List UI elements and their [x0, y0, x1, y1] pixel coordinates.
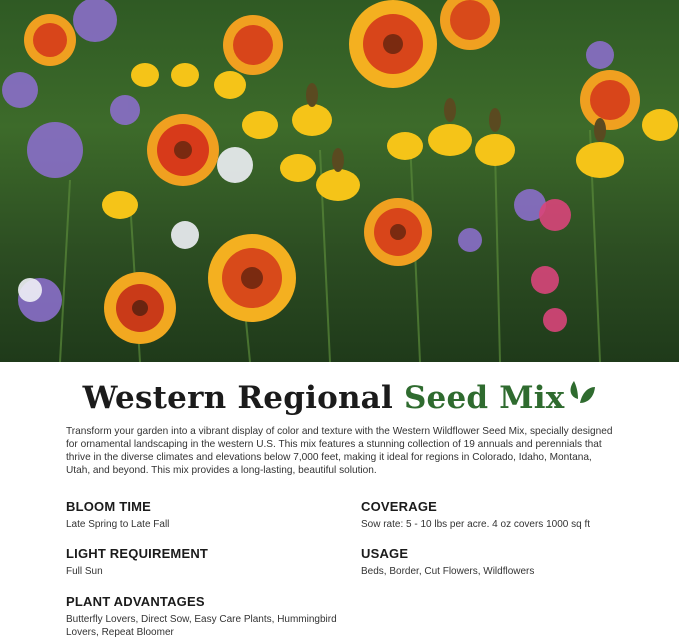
spec-coverage [361, 499, 651, 531]
spec-value: Late Spring to Late Fall [66, 519, 170, 530]
spec-label: BLOOM TIME [66, 499, 152, 514]
spec-value: Full Sun [66, 566, 103, 577]
spec-label: COVERAGE [361, 499, 438, 514]
title-part-2: Seed Mix [403, 380, 565, 416]
page-title [0, 380, 679, 419]
intro-paragraph: Transform your garden into a vibrant display of color and texture with the Western Wildflower Seed Mix, specially designed for ornamental landscaping in the western U.S. This mix features a stunning collection of 19 annuals and perennials that thrive in the diverse climates and elevations below 7,000 feet, making it ideal for regions in Colorado, Idaho, Montana, Utah, and beyond. This mix provides a long-lasting, beautiful solution. [66, 426, 613, 476]
spec-value: Beds, Border, Cut Flowers, Wildflowers [361, 566, 535, 577]
spec-bloom-time [66, 499, 346, 531]
spec-label: USAGE [361, 546, 409, 561]
spec-label: PLANT ADVANTAGES [66, 594, 205, 609]
title-part-1: Western Regional [82, 380, 393, 416]
leaf-icon [566, 377, 596, 415]
spec-plant-advantages [66, 594, 356, 639]
spec-value: Sow rate: 5 - 10 lbs per acre. 4 oz covers 1000 sq ft [361, 519, 591, 530]
spec-label: LIGHT REQUIREMENT [66, 546, 209, 561]
spec-value: Butterfly Lovers, Direct Sow, Easy Care Plants, Hummingbird Lovers, Repeat Bloomer [66, 614, 337, 638]
spec-light-requirement [66, 546, 346, 578]
spec-usage [361, 546, 651, 578]
